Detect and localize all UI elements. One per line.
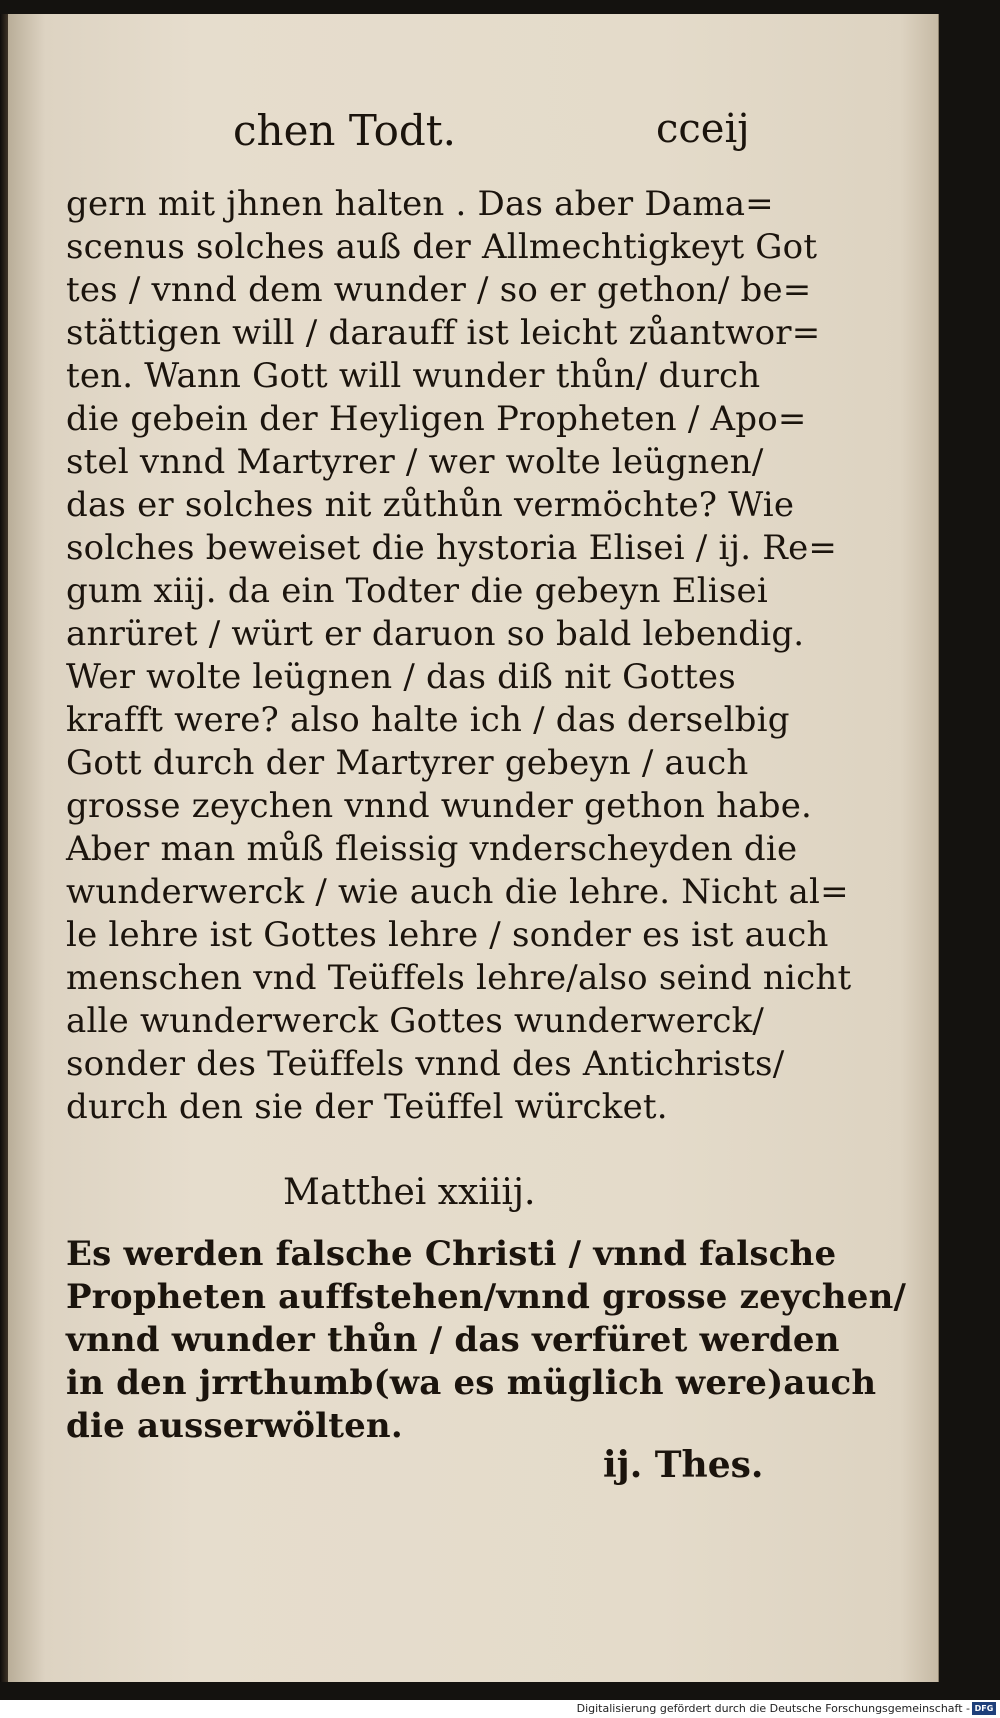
footer-bar xyxy=(0,1700,1000,1718)
running-head xyxy=(8,106,938,166)
text-line: solches beweiset die hystoria Elisei / ij. Re= xyxy=(66,528,838,568)
quote-line: die ausserwölten. xyxy=(66,1406,403,1446)
running-head-title: chen Todt. xyxy=(233,106,456,155)
folio-number: cceij xyxy=(656,106,750,152)
text-line: le lehre ist Gottes lehre / sonder es ist auch xyxy=(66,915,829,955)
quote-line: Es werden falsche Christi / vnnd falsche xyxy=(66,1234,837,1274)
text-line: die gebein der Heyligen Propheten / Apo= xyxy=(66,399,807,439)
text-line: durch den sie der Teüffel würcket. xyxy=(66,1087,668,1127)
text-line: wunderwerck / wie auch die lehre. Nicht al= xyxy=(66,872,849,912)
footer-credit: Digitalisierung gefördert durch die Deutsche Forschungsgemeinschaft - xyxy=(576,1702,970,1715)
book-page xyxy=(8,14,939,1682)
section-heading: Matthei xxiiij. xyxy=(283,1172,536,1213)
text-line: menschen vnd Teüffels lehre/also seind nicht xyxy=(66,958,852,998)
quote-line: Propheten auffstehen/vnnd grosse zeychen/ xyxy=(66,1277,907,1317)
text-line: gern mit jhnen halten . Das aber Dama= xyxy=(66,184,774,224)
text-line: Aber man můß fleissig vnderscheyden die xyxy=(66,829,798,869)
text-line: Gott durch der Martyrer gebeyn / auch xyxy=(66,743,749,783)
text-line: scenus solches auß der Allmechtigkeyt Got xyxy=(66,227,818,267)
quote-line: in den jrrthumb(wa es müglich were)auch xyxy=(66,1363,877,1403)
text-line: gum xiij. da ein Todter die gebeyn Elisei xyxy=(66,571,768,611)
dfg-logo: DFG xyxy=(972,1702,996,1715)
text-line: stättigen will / darauff ist leicht zůantwor= xyxy=(66,313,821,353)
text-line: alle wunderwerck Gottes wunderwerck/ xyxy=(66,1001,765,1041)
text-line: ten. Wann Gott will wunder thůn/ durch xyxy=(66,356,761,396)
text-line: tes / vnnd dem wunder / so er gethon/ be= xyxy=(66,270,812,310)
text-line: stel vnnd Martyrer / wer wolte leügnen/ xyxy=(66,442,764,482)
catchword: ij. Thes. xyxy=(603,1444,764,1486)
quote-line: vnnd wunder thůn / das verfüret werden xyxy=(66,1320,840,1360)
text-line: sonder des Teüffels vnnd des Antichrists/ xyxy=(66,1044,785,1084)
text-line: Wer wolte leügnen / das diß nit Gottes xyxy=(66,657,736,697)
text-line: grosse zeychen vnnd wunder gethon habe. xyxy=(66,786,813,826)
text-line: anrüret / würt er daruon so bald lebendig. xyxy=(66,614,805,654)
text-line: krafft were? also halte ich / das derselbig xyxy=(66,700,790,740)
text-line: das er solches nit zůthůn vermöchte? Wie xyxy=(66,485,795,525)
